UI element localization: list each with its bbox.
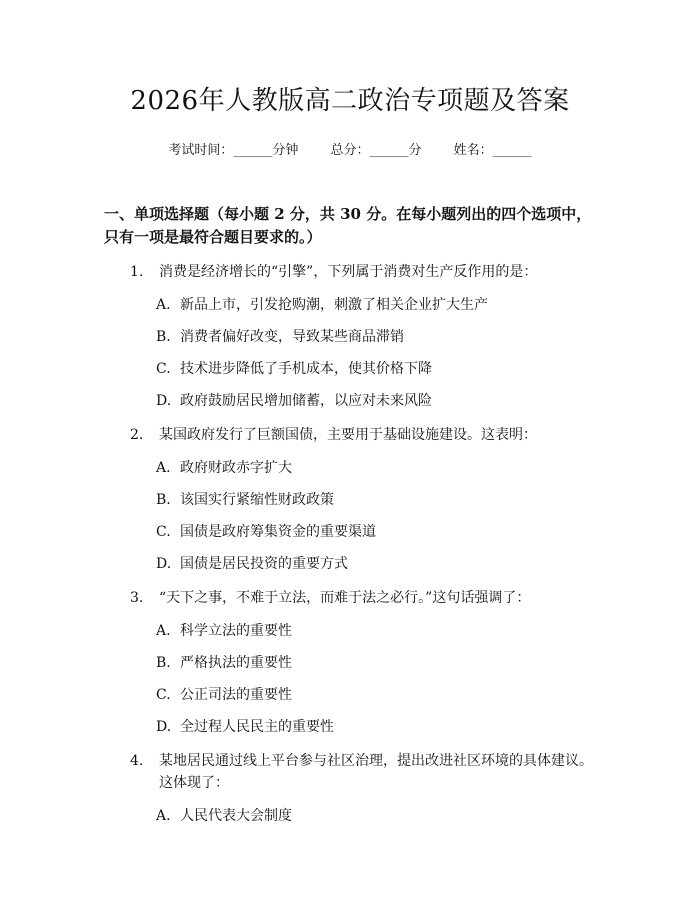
question-number: 2. [130,427,144,443]
total-score-field: 总分：______分 [330,143,422,158]
question-text: 某地居民通过线上平台参与社区治理，提出改进社区环境的具体建议。这体现了： [159,753,593,791]
option-text: 科学立法的重要性 [180,623,292,639]
option-letter: C. [156,361,171,377]
question-2-option-d [104,554,596,574]
question-text: 消费是经济增长的“引擎”，下列属于消费对生产反作用的是： [159,264,538,280]
question-4 [104,750,596,794]
question-3-option-b [104,653,596,673]
question-1-option-c [104,359,596,379]
option-text: 政府财政赤字扩大 [180,460,292,476]
question-number: 4. [130,753,144,769]
option-letter: D. [156,556,172,572]
question-1-option-b [104,327,596,347]
question-text: 某国政府发行了巨额国债，主要用于基础设施建设。这表明： [159,427,537,443]
option-text: 国债是政府筹集资金的重要渠道 [180,524,376,540]
question-2-option-b [104,490,596,510]
question-text: “天下之事，不难于立法，而难于法之必行。”这句话强调了： [159,590,531,606]
section-heading: 一、单项选择题（每小题 2 分，共 30 分。在每小题列出的四个选项中，只有一项是最符合题目要求的。） [104,205,592,246]
option-text: 国债是居民投资的重要方式 [180,556,348,572]
option-letter: B. [156,492,171,508]
option-text: 严格执法的重要性 [180,655,292,671]
question-3 [104,587,596,609]
option-text: 新品上市，引发抢购潮，刺激了相关企业扩大生产 [180,297,488,313]
option-letter: A. [156,297,171,313]
option-letter: B. [156,655,171,671]
option-letter: C. [156,524,171,540]
option-text: 该国实行紧缩性财政政策 [180,492,334,508]
option-letter: D. [156,393,172,409]
option-text: 人民代表大会制度 [180,808,292,824]
option-letter: A. [156,623,171,639]
question-list [104,261,596,826]
question-1-option-d [104,391,596,411]
option-letter: D. [156,719,172,735]
question-2 [104,424,596,446]
option-letter: A. [156,808,171,824]
question-4-option-a [104,806,596,826]
question-2-option-c [104,522,596,542]
option-text: 政府鼓励居民增加储蓄，以应对未来风险 [180,393,432,409]
exam-time-field: 考试时间：______分钟 [168,143,299,158]
question-2-option-a [104,458,596,478]
question-1-option-a [104,295,596,315]
question-3-option-a [104,621,596,641]
student-name-field: 姓名：______ [453,143,532,158]
exam-meta [104,142,596,160]
document-title: 2026年人教版高二政治专项题及答案 [130,86,570,116]
option-letter: B. [156,329,171,345]
option-text: 全过程人民民主的重要性 [180,719,334,735]
question-1 [104,261,596,283]
question-number: 3. [130,590,144,606]
option-text: 公正司法的重要性 [180,687,292,703]
question-3-option-d [104,717,596,737]
question-number: 1. [130,264,144,280]
question-3-option-c [104,685,596,705]
option-text: 技术进步降低了手机成本，使其价格下降 [180,361,432,377]
option-text: 消费者偏好改变，导致某些商品滞销 [180,329,404,345]
option-letter: A. [156,460,171,476]
option-letter: C. [156,687,171,703]
